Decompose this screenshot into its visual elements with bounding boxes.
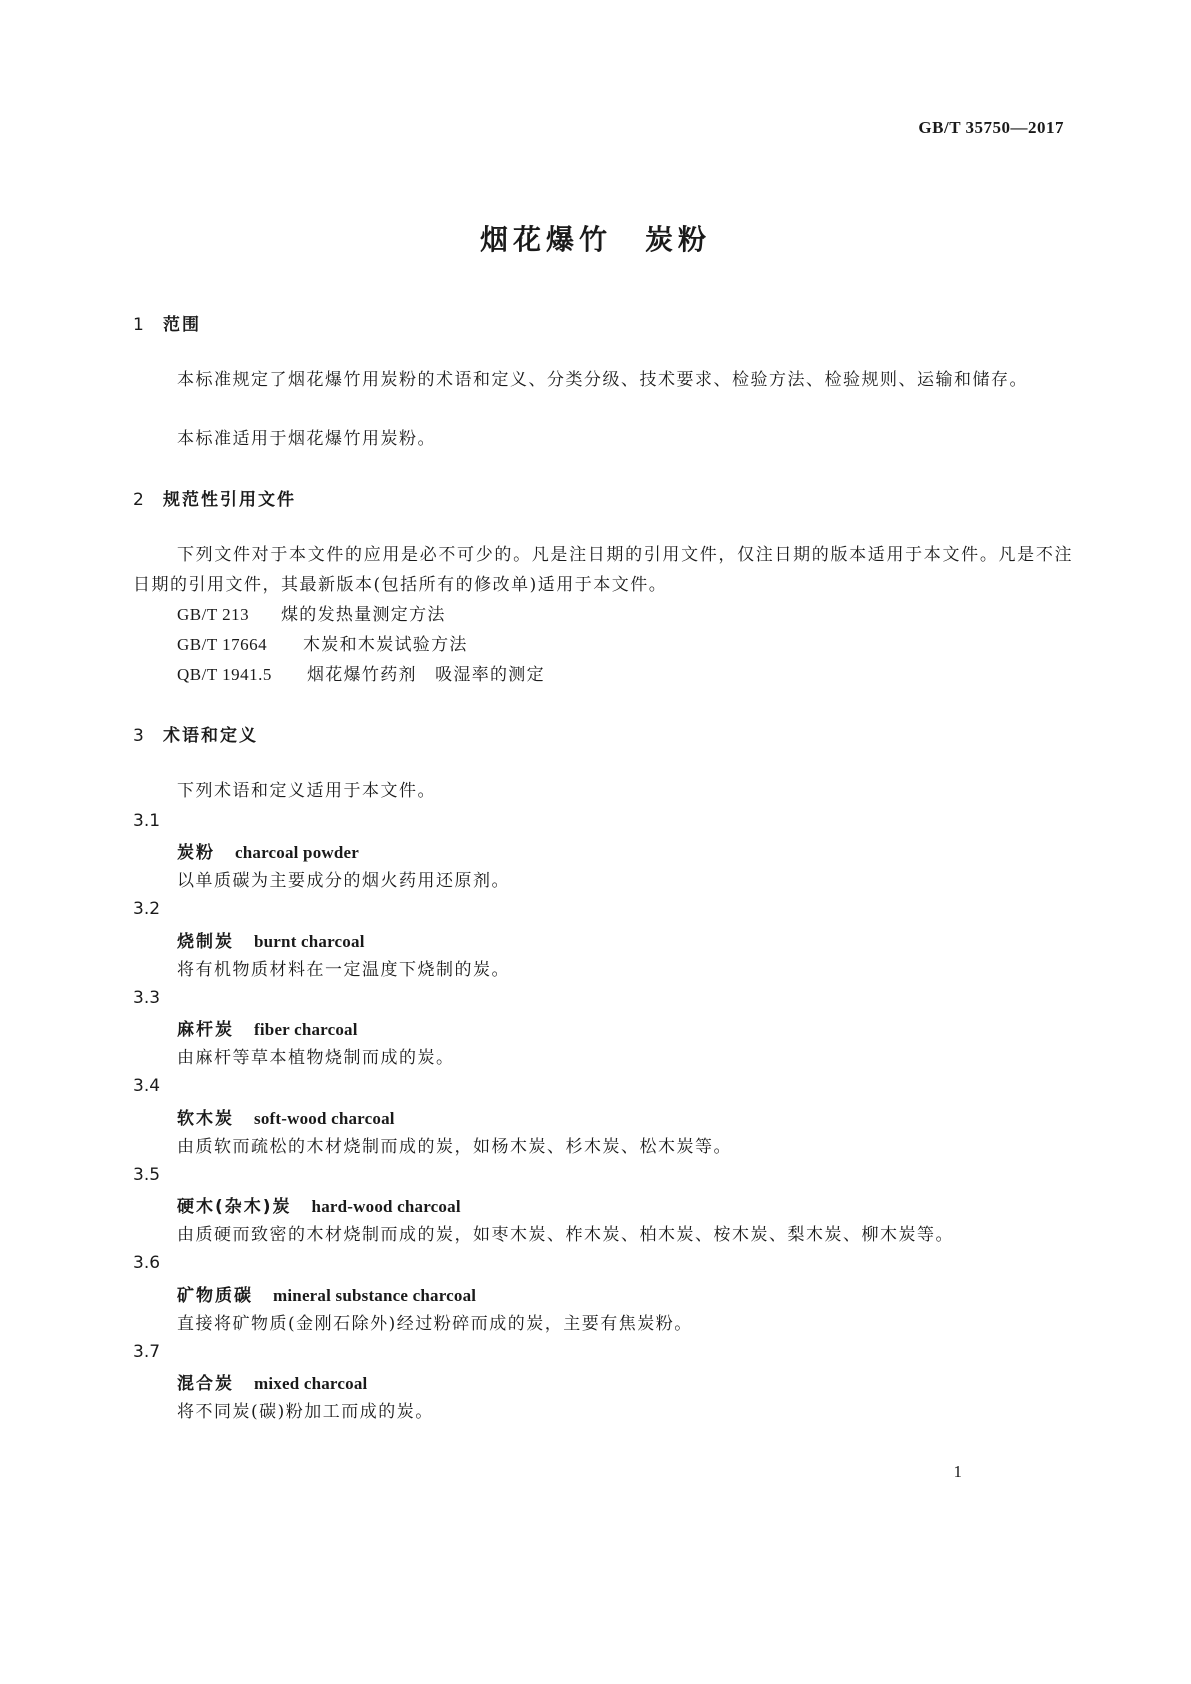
section-2-intro: 下列文件对于本文件的应用是必不可少的。凡是注日期的引用文件，仅注日期的版本适用于本文件。凡是不注日期的引用文件，其最新版本(包括所有的修改单)适用于本文件。 xyxy=(133,545,1073,595)
term-name-zh: 软木炭 xyxy=(177,1109,234,1129)
term-name-zh: 硬木(杂木)炭 xyxy=(177,1197,292,1217)
reference-item xyxy=(177,660,545,685)
section-title: 术语和定义 xyxy=(163,726,258,746)
term-number: 3.2 xyxy=(133,899,161,919)
term-definition: 由质软而疏松的木材烧制而成的炭，如杨木炭、杉木炭、松木炭等。 xyxy=(177,1137,732,1157)
term-number: 3.3 xyxy=(133,988,161,1008)
term-name xyxy=(177,1281,476,1306)
term-name-zh: 混合炭 xyxy=(177,1374,234,1394)
standard-number: GB/T 35750—2017 xyxy=(918,118,1064,137)
term-definition: 由麻杆等草本植物烧制而成的炭。 xyxy=(177,1048,455,1068)
term-name xyxy=(177,927,365,952)
term-definition: 将不同炭(碳)粉加工而成的炭。 xyxy=(177,1402,434,1422)
term-number: 3.1 xyxy=(133,811,161,831)
term-name xyxy=(177,838,359,863)
term-name-en: mixed charcoal xyxy=(254,1374,368,1393)
term-name-en: burnt charcoal xyxy=(254,932,365,951)
term-name-zh: 烧制炭 xyxy=(177,932,234,952)
term-name-en: soft-wood charcoal xyxy=(254,1109,395,1128)
term-name xyxy=(177,1192,461,1217)
term-name-zh: 麻杆炭 xyxy=(177,1020,234,1040)
reference-item xyxy=(177,600,446,625)
section-1-paragraph-2: 本标准适用于烟花爆竹用炭粉。 xyxy=(177,429,436,449)
term-name xyxy=(177,1015,358,1040)
term-number: 3.6 xyxy=(133,1253,161,1273)
term-name-en: fiber charcoal xyxy=(254,1020,358,1039)
reference-code: GB/T 17664 xyxy=(177,635,268,654)
reference-item xyxy=(177,630,468,655)
term-definition: 由质硬而致密的木材烧制而成的炭，如枣木炭、柞木炭、柏木炭、桉木炭、梨木炭、柳木炭等。 xyxy=(177,1225,954,1245)
section-3-intro: 下列术语和定义适用于本文件。 xyxy=(177,781,436,801)
reference-code: QB/T 1941.5 xyxy=(177,665,272,684)
term-number: 3.4 xyxy=(133,1076,161,1096)
section-title: 范围 xyxy=(163,315,201,335)
term-name xyxy=(177,1104,395,1129)
term-name-zh: 矿物质碳 xyxy=(177,1286,253,1306)
document-title: 烟花爆竹 炭粉 xyxy=(479,223,711,256)
reference-title: 烟花爆竹药剂 吸湿率的测定 xyxy=(307,665,545,685)
section-1-heading xyxy=(133,310,201,335)
term-definition: 以单质碳为主要成分的烟火药用还原剂。 xyxy=(177,871,510,891)
term-name-zh: 炭粉 xyxy=(177,843,215,863)
reference-title: 煤的发热量测定方法 xyxy=(281,605,446,625)
section-3-heading xyxy=(133,721,258,746)
term-number: 3.7 xyxy=(133,1342,161,1362)
term-definition: 直接将矿物质(金刚石除外)经过粉碎而成的炭，主要有焦炭粉。 xyxy=(177,1314,693,1334)
term-name xyxy=(177,1369,367,1394)
term-definition: 将有机物质材料在一定温度下烧制的炭。 xyxy=(177,960,510,980)
section-number: 3 xyxy=(133,726,144,746)
term-name-en: charcoal powder xyxy=(235,843,360,862)
term-name-en: hard-wood charcoal xyxy=(311,1197,461,1216)
term-name-en: mineral substance charcoal xyxy=(273,1286,477,1305)
reference-title: 木炭和木炭试验方法 xyxy=(303,635,468,655)
section-1-paragraph-1: 本标准规定了烟花爆竹用炭粉的术语和定义、分类分级、技术要求、检验方法、检验规则、运输和储存。 xyxy=(177,370,1028,390)
page-number: 1 xyxy=(953,1462,962,1481)
reference-code: GB/T 213 xyxy=(177,605,250,624)
section-2-heading xyxy=(133,485,296,510)
section-number: 2 xyxy=(133,490,144,510)
section-title: 规范性引用文件 xyxy=(163,490,296,510)
section-number: 1 xyxy=(133,315,144,335)
term-number: 3.5 xyxy=(133,1165,161,1185)
